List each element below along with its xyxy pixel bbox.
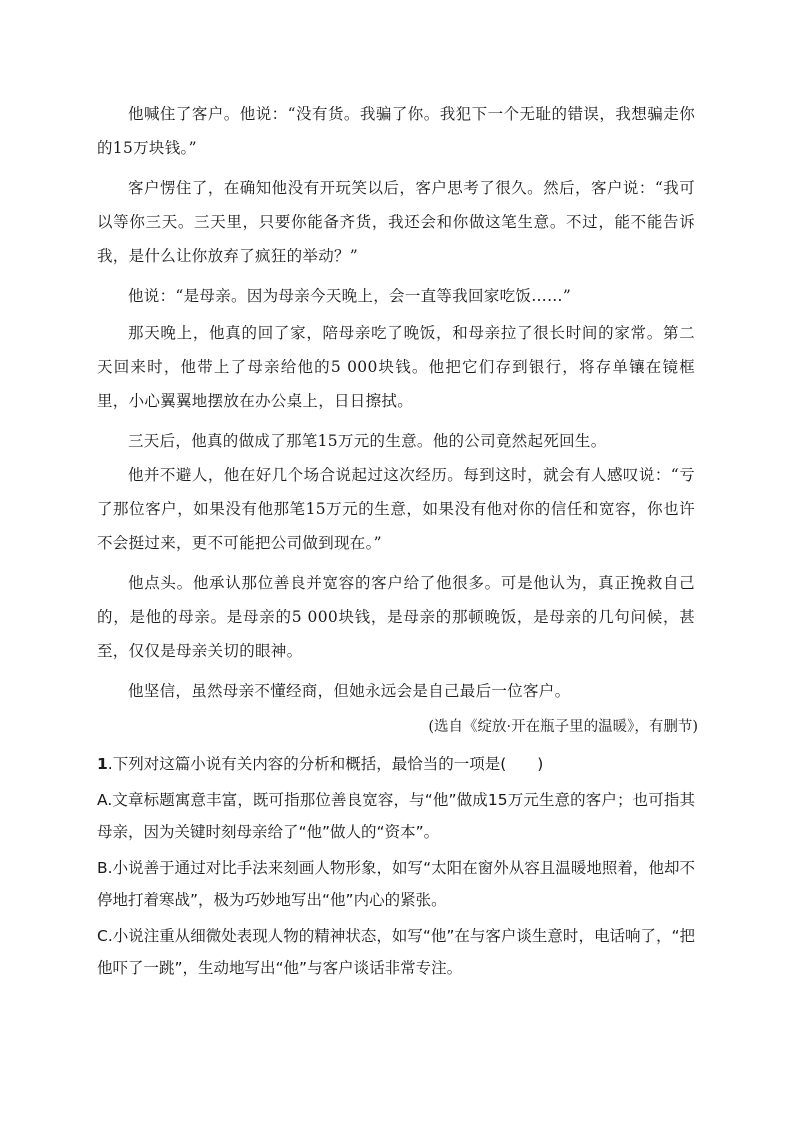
story-paragraph: 他坚信，虽然母亲不懂经商，但她永远会是自己最后一位客户。 [128, 682, 571, 700]
option-b[interactable]: B.小说善于通过对比手法来刻画人物形象，如写“太阳在窗外从容且温暖地照着，他却不停地打着寒战”，极为巧妙地写出“他”内心的紧张。 [97, 859, 695, 909]
question-stem [97, 748, 695, 780]
question-text: .下列对这篇小说有关内容的分析和概括，最恰当的一项是( ) [107, 755, 544, 773]
question-number: 1 [97, 755, 108, 773]
story-paragraph: 那天晚上，他真的回了家，陪母亲吃了晚饭，和母亲拉了很长时间的家常。第二天回来时，他带上了母亲给他的5 000块钱。他把它们存到银行，将存单镶在镜框里，小心翼翼地摆放在办公桌上，日日擦拭。 [97, 324, 695, 410]
story-paragraph: 他并不避人，他在好几个场合说起过这次经历。每到这时，就会有人感叹说：“亏了那位客户，如果没有他那笔15万元的生意，如果没有他对你的信任和宽容，你也许不会挺过来，更不可能把公司做到现在。” [97, 466, 695, 552]
question-block [97, 748, 695, 988]
option-a[interactable]: A.文章标题寓意丰富，既可指那位善良宽容，与“他”做成15万元生意的客户；也可指其母亲，因为关键时刻母亲给了“他”做人的“资本”。 [97, 791, 695, 841]
source-citation: (选自《绽放·开在瓶子里的温暖》，有删节) [428, 719, 698, 735]
story-paragraph: 三天后，他真的做成了那笔15万元的生意。他的公司竟然起死回生。 [128, 432, 607, 450]
option-c[interactable]: C.小说注重从细微处表现人物的精神状态，如写“他”在与客户谈生意时，电话响了，“把他吓了一跳”，生动地写出“他”与客户谈话非常专注。 [97, 927, 695, 977]
story-paragraph: 他喊住了客户。他说：“没有货。我骗了你。我犯下一个无耻的错误，我想骗走你的15万块钱。” [97, 105, 695, 157]
story-paragraph: 他说：“是母亲。因为母亲今天晚上，会一直等我回家吃饭……” [128, 287, 572, 305]
story-paragraph: 客户愣住了，在确知他没有开玩笑以后，客户思考了很久。然后，客户说：“我可以等你三天。三天里，只要你能备齐货，我还会和你做这笔生意。不过，能不能告诉我，是什么让你放弃了疯狂的举动？” [97, 179, 695, 265]
story-paragraph: 他点头。他承认那位善良并宽容的客户给了他很多。可是他认为，真正挽救自己的，是他的母亲。是母亲的5 000块钱，是母亲的那顿晚饭，是母亲的几句问候，甚至，仅仅是母亲关切的眼神。 [97, 574, 695, 660]
